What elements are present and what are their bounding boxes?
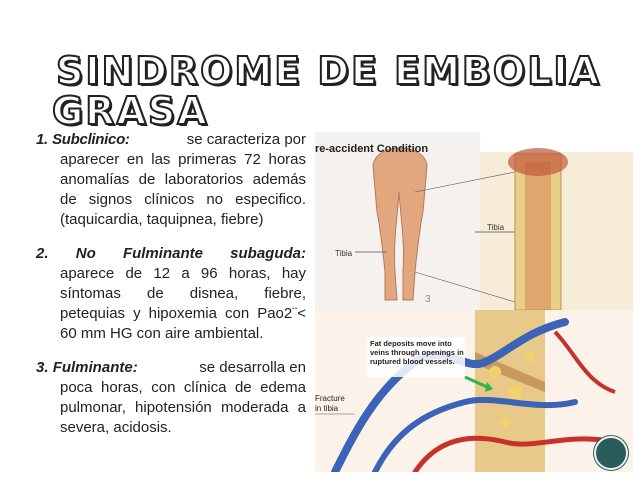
fat-globule xyxy=(508,385,522,399)
medical-illustration xyxy=(315,132,633,472)
fat-globule xyxy=(500,417,510,427)
panel-number: 3 xyxy=(425,294,431,305)
bone-tibia-label: Tibia xyxy=(487,223,505,232)
title-line-2: GRASA xyxy=(52,89,209,133)
item-text: aparecer en las primeras 72 horas anomalías de laboratorios además de signos clínicos no especifico. (taquicardia, taquipnea, fiebre) xyxy=(60,151,306,228)
item-heading: Fulminante: xyxy=(52,359,138,376)
list-item-subclinico xyxy=(36,130,306,230)
item-number: 3. xyxy=(36,359,49,376)
fat-deposits-label: Fat deposits move into veins through openings in ruptured blood vessels. xyxy=(370,339,464,366)
leg-tibia-label: Tibia xyxy=(335,249,353,258)
slide-badge-icon xyxy=(594,436,628,470)
panel-veins-bg xyxy=(315,310,633,472)
item-number: 2. xyxy=(36,245,49,262)
list-item-no-fulminante xyxy=(36,244,306,344)
list-item-fulminante xyxy=(36,358,306,438)
condition-label: re-accident Condition xyxy=(315,143,429,155)
item-heading: No Fulminante subaguda: xyxy=(75,245,306,262)
bone-head xyxy=(508,148,568,176)
slide-title xyxy=(52,49,616,133)
fracture-label-line1: Fracture xyxy=(315,394,345,403)
item-text: poca horas, con clínica de edema pulmonar, hipotensión moderada a severa, acidosis. xyxy=(60,379,306,436)
fracture-illustration-svg xyxy=(315,132,633,472)
item-number: 1. xyxy=(36,131,48,148)
fat-globule xyxy=(489,366,501,378)
fracture-label-line2: in tibia xyxy=(315,404,339,413)
item-heading: Subclinico: xyxy=(52,131,130,148)
title-line-1: SINDROME DE EMBOLIA xyxy=(56,49,601,93)
content-list xyxy=(36,130,306,450)
item-text-first: se caracteriza por xyxy=(186,131,306,148)
item-text-first: se desarrolla en xyxy=(199,359,306,376)
item-text: aparece de 12 a 96 horas, hay síntomas de disnea, fiebre, petequias y hipoxemia con Pao2¨< 60 mm HG con aire ambiental. xyxy=(60,265,306,342)
fat-globule xyxy=(525,352,535,362)
bone-marrow xyxy=(525,162,551,310)
